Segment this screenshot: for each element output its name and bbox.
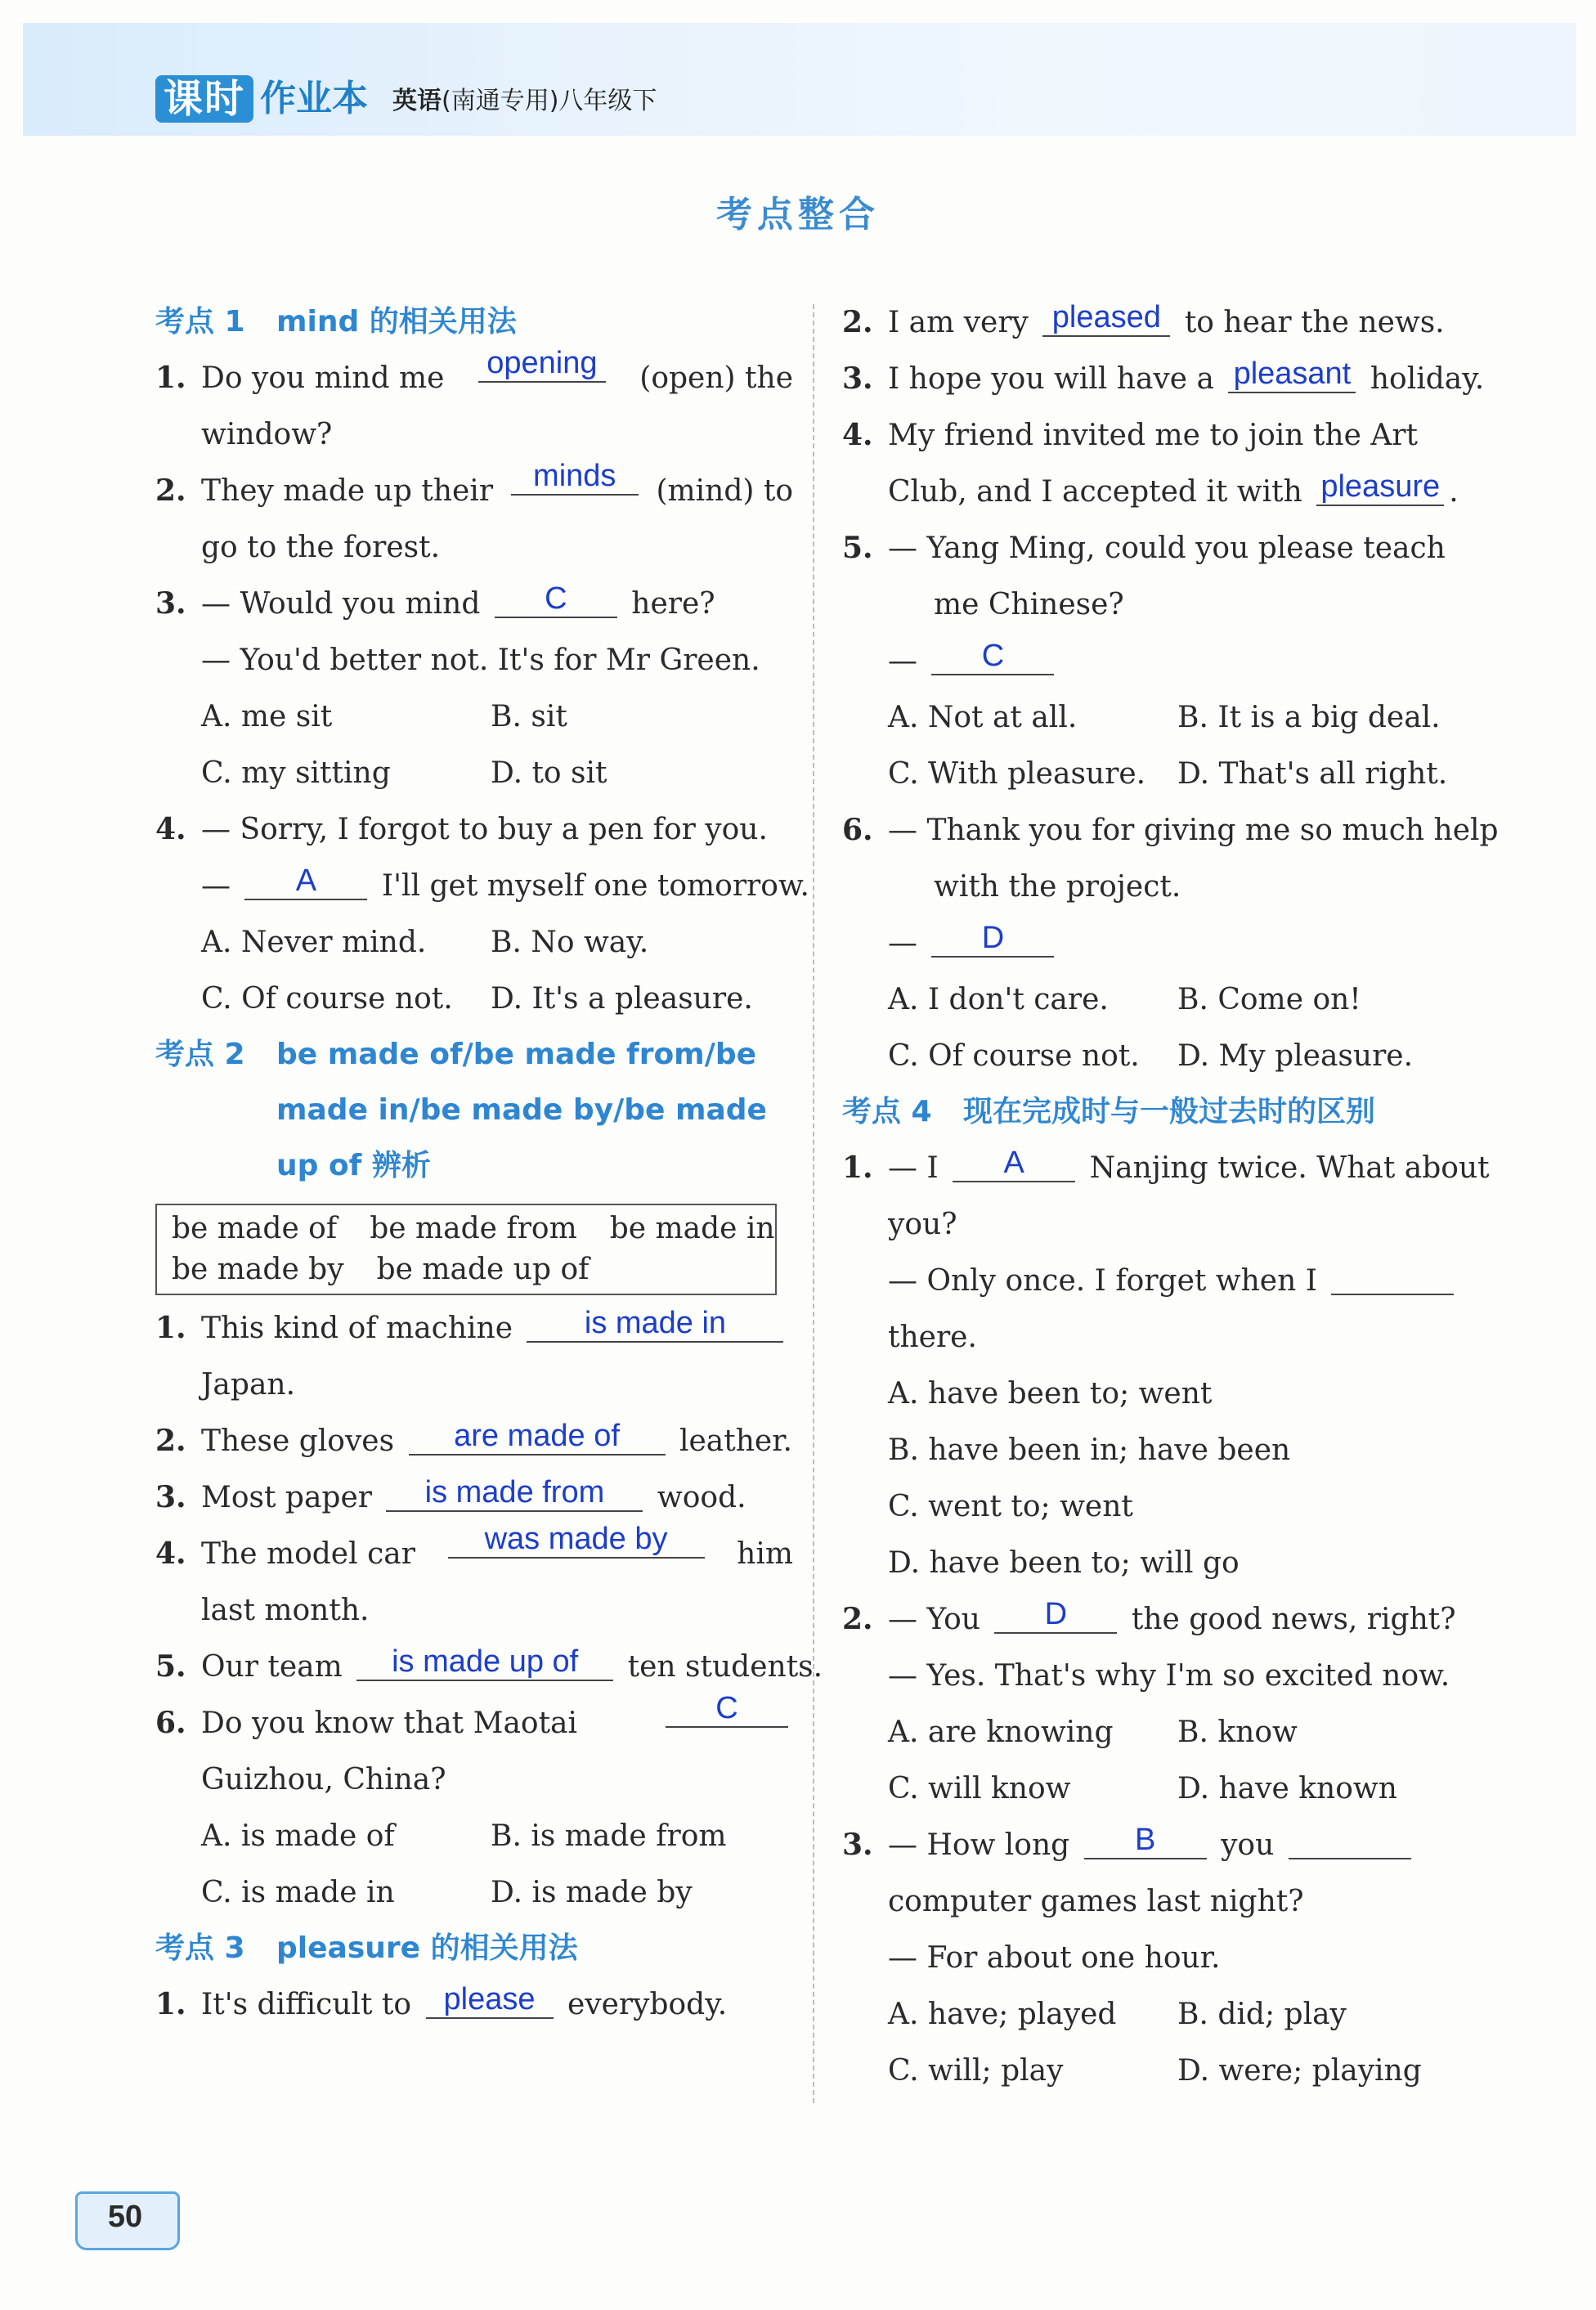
options: C. will know D. have known (888, 1772, 1397, 1805)
question: 3. — Would you mind C here? (155, 581, 715, 621)
column-divider (813, 304, 814, 2103)
page-title: 考点整合 (716, 194, 880, 235)
question: 2. They made up their minds (mind) to (155, 459, 793, 508)
options: A. is made of B. is made from (201, 1819, 727, 1853)
options: A. I don't care. B. Come on! (888, 983, 1361, 1016)
question: 2. These gloves are made of leather. (155, 1419, 792, 1458)
subject-line: 英语(南通专用)八年级下 (392, 87, 657, 115)
options: C. With pleasure. D. That's all right. (888, 757, 1448, 791)
options: A. are knowing B. know (888, 1716, 1298, 1749)
question: 6. — Thank you for giving me so much help (842, 813, 1499, 847)
question: 3. I hope you will have a pleasant holiday. (842, 357, 1485, 396)
question: 2. I am very pleased to hear the news. (842, 300, 1445, 339)
right-column: 2. I am very pleased to hear the news. 3. I hope you will have a pleasant holiday. 4. My friend invited me to join the Art Club, and I accepted it with pleasure . 5. — Yang Ming, could you please teach me Chinese? — C A. Not at all. B. It is a big deal. C. With pleasure. D. That's all right. 6. — Thank you for giving me so much help with the project. — D A. I don't care. B. Come on! C. Of course not. D. My pleasure. 考点 4 现在完成时与一般过去时的区别 1. — I A Nanjing twice. What about you? — Only once. I forget when I there. A. have been to; went B. have been in; have been C. went to; went D. have been to; will go 2. — You D the good news, right? — Yes. That's why I'm so excited now. A. are knowing B. know C. will know D. have known 3. — How long B you computer games last night? — For about one hour. A. have; played B. did; play C. will; play D. were; playing (842, 294, 1480, 2099)
section-heading: 考点 1 mind 的相关用法 (155, 305, 517, 339)
options: C. will; play D. were; playing (888, 2054, 1422, 2088)
question: 4. The model car was made by him (155, 1522, 793, 1571)
page-number: 50 (107, 2200, 143, 2234)
question: 1. Do you mind me opening (open) the (155, 346, 793, 395)
options: C. my sitting D. to sit (201, 756, 607, 790)
options: C. Of course not. D. My pleasure. (888, 1039, 1414, 1073)
brand-logo: 课时 (155, 75, 253, 123)
question: 2. — You D the good news, right? (842, 1597, 1456, 1636)
options: A. me sit B. sit (201, 700, 567, 733)
question: 5. Our team is made up of ten students. (155, 1644, 823, 1684)
brand-subtitle: 作业本 (260, 78, 369, 119)
options: A. Never mind. B. No way. (201, 926, 649, 959)
question: 6. Do you know that Maotai C (155, 1695, 793, 1752)
section-heading: 考点 2 be made of/be made from/be made in/be made by/be made up of 辨析 (155, 1038, 767, 1182)
options: C. is made in D. is made by (201, 1876, 693, 1909)
question: 1. It's difficult to please everybody. (155, 1982, 728, 2021)
section-heading: 考点 4 现在完成时与一般过去时的区别 (842, 1095, 1376, 1128)
question: 1. This kind of machine is made in (155, 1300, 793, 1357)
brand (155, 75, 657, 123)
word-box: be made of be made from be made in be made by be made up of (155, 1204, 777, 1295)
page-number-badge (75, 2191, 175, 2257)
options: A. Not at all. B. It is a big deal. (888, 701, 1441, 734)
question: 4. — Sorry, I forgot to buy a pen for you. (155, 812, 768, 846)
options: A. have; played B. did; play (888, 1998, 1347, 2031)
options: C. Of course not. D. It's a pleasure. (201, 982, 753, 1016)
question: 1. — I A Nanjing twice. What about (842, 1146, 1490, 1185)
question: 3. — How long B you (842, 1817, 1480, 1873)
section-heading: 考点 3 pleasure 的相关用法 (155, 1931, 578, 1965)
left-column: 考点 1 mind 的相关用法 1. Do you mind me opening (open) the window? 2. They made up their minds (mind) to go to the forest. 3. — Would you mind C here? — You'd better not. It's for Mr Green. A. me sit B. sit C. my sitting D. to sit 4. — Sorry, I forgot to buy a pen for you. — A I'll get myself one tomorrow. A. Never mind. B. No way. C. Of course not. D. It's a pleasure. 考点 2 be made of/be made from/be made in/be made by/be made up of 辨析 be made of be made from be made in be made by be made up of 1. This kind of machine is made in Japan. 2. These gloves are made of leather. 3. Most paper is made from wood. 4. The model car was made by him last month. 5. Our team is made up of ten students. 6. Do you know that Maotai C Guizhou, China? A. is made of B. is made from C. is made in D. is made by 考点 3 pleasure 的相关用法 1. It's difficult to please everybody. (155, 294, 793, 2033)
question: 4. My friend invited me to join the Art (842, 418, 1418, 452)
question: 3. Most paper is made from wood. (155, 1475, 746, 1514)
question: 5. — Yang Ming, could you please teach (842, 531, 1446, 565)
